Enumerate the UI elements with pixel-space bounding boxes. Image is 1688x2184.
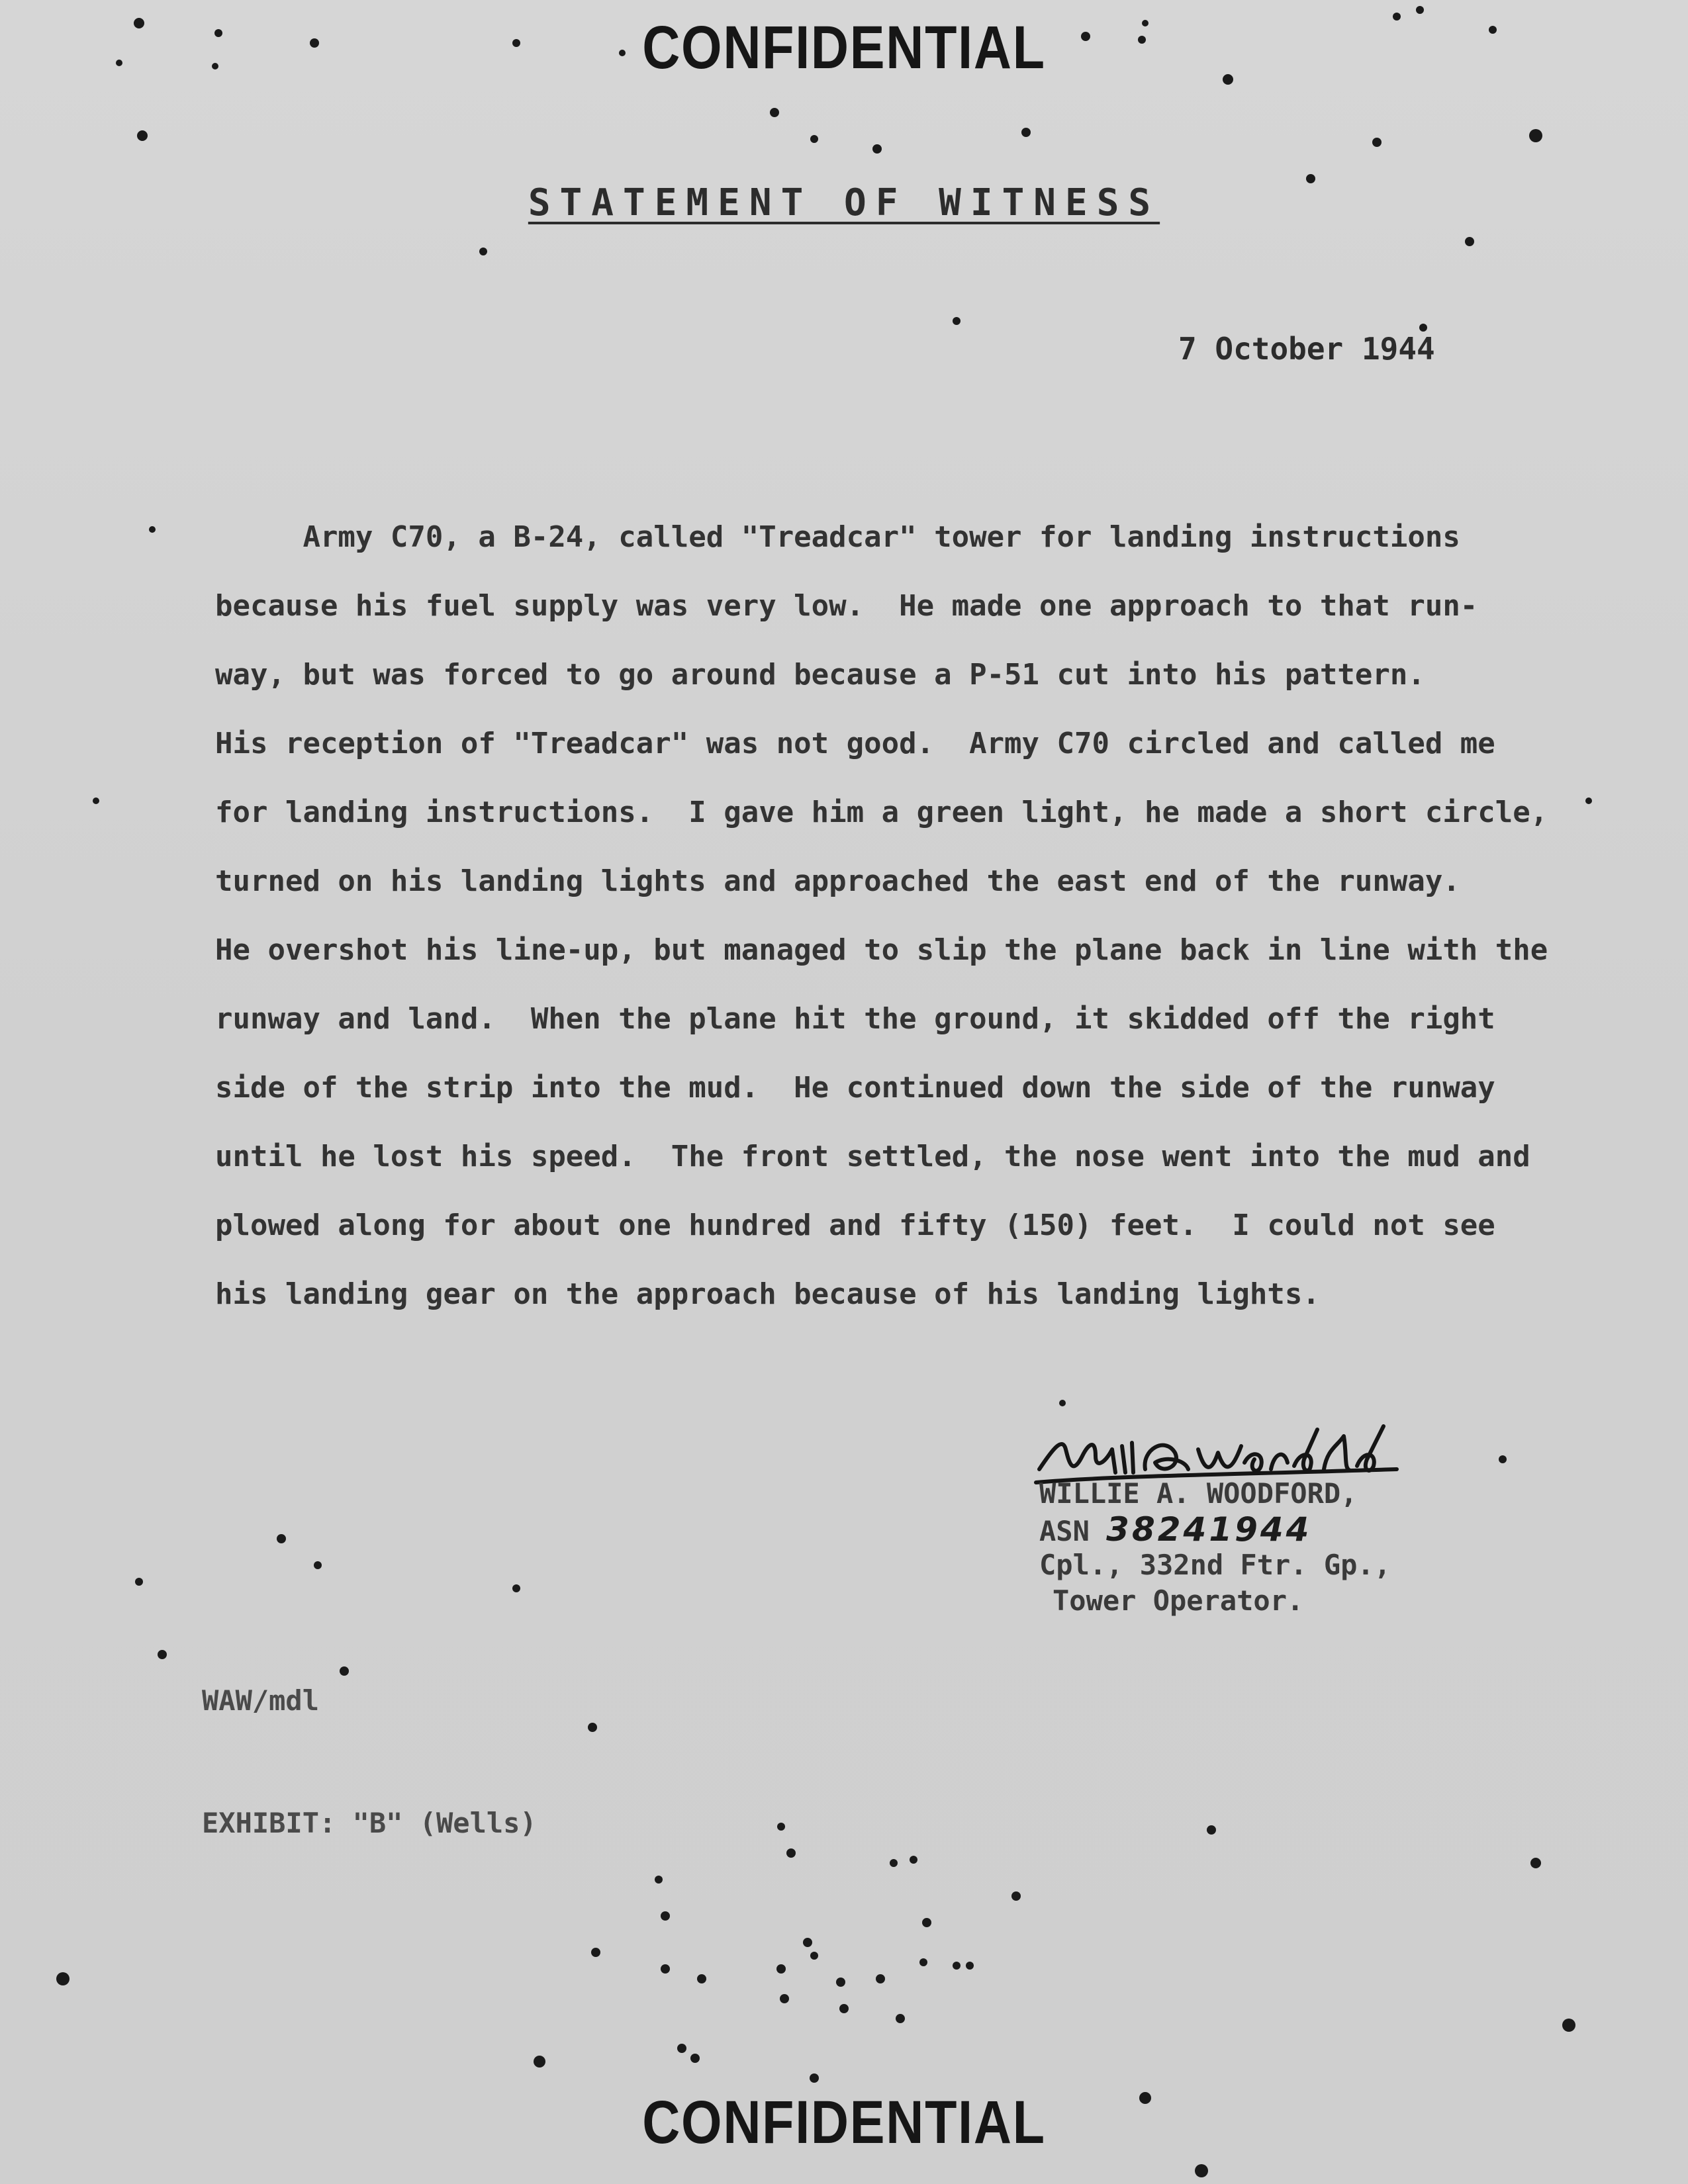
signer-rank-unit: Cpl., 332nd Ftr. Gp., [1039,1549,1391,1581]
exhibit-reference: EXHIBIT: "B" (Wells) [202,1807,537,1839]
statement-body [215,503,1572,1329]
body-line: Army C70, a B-24, called "Treadcar" tower for landing instructions [215,520,1460,554]
typist-initials: WAW/mdl [202,1684,320,1717]
confidential-stamp-top: CONFIDENTIAL [642,14,1046,81]
signature-typed-lines [1039,1476,1391,1619]
asn-number: 38241944 [1106,1510,1312,1549]
body-line: side of the strip into the mud. He continued down the side of the runway [215,1071,1495,1105]
signer-asn-line [1039,1512,1391,1547]
body-line: His reception of "Treadcar" was not good. Army C70 circled and called me [215,727,1495,760]
body-line: plowed along for about one hundred and fifty (150) feet. I could not see [215,1208,1495,1242]
confidential-stamp-bottom: CONFIDENTIAL [642,2089,1046,2156]
body-line: because his fuel supply was very low. He made one approach to that run- [215,589,1478,623]
body-line: turned on his landing lights and approached the east end of the runway. [215,864,1460,898]
body-line: runway and land. When the plane hit the ground, it skidded off the right [215,1002,1495,1036]
body-line: until he lost his speed. The front settled, the nose went into the mud and [215,1140,1530,1173]
statement-date: 7 October 1944 [1178,331,1435,367]
asn-label: ASN [1039,1515,1090,1547]
body-line: his landing gear on the approach because of his landing lights. [215,1277,1320,1311]
document-heading: STATEMENT OF WITNESS [528,181,1160,224]
body-line: He overshot his line-up, but managed to slip the plane back in line with the [215,933,1548,967]
body-line: way, but was forced to go around because a P-51 cut into his pattern. [215,658,1425,692]
signer-name: WILLIE A. WOODFORD, [1039,1477,1358,1510]
body-line: for landing instructions. I gave him a green light, he made a short circle, [215,796,1548,829]
signer-position: Tower Operator. [1053,1584,1304,1617]
